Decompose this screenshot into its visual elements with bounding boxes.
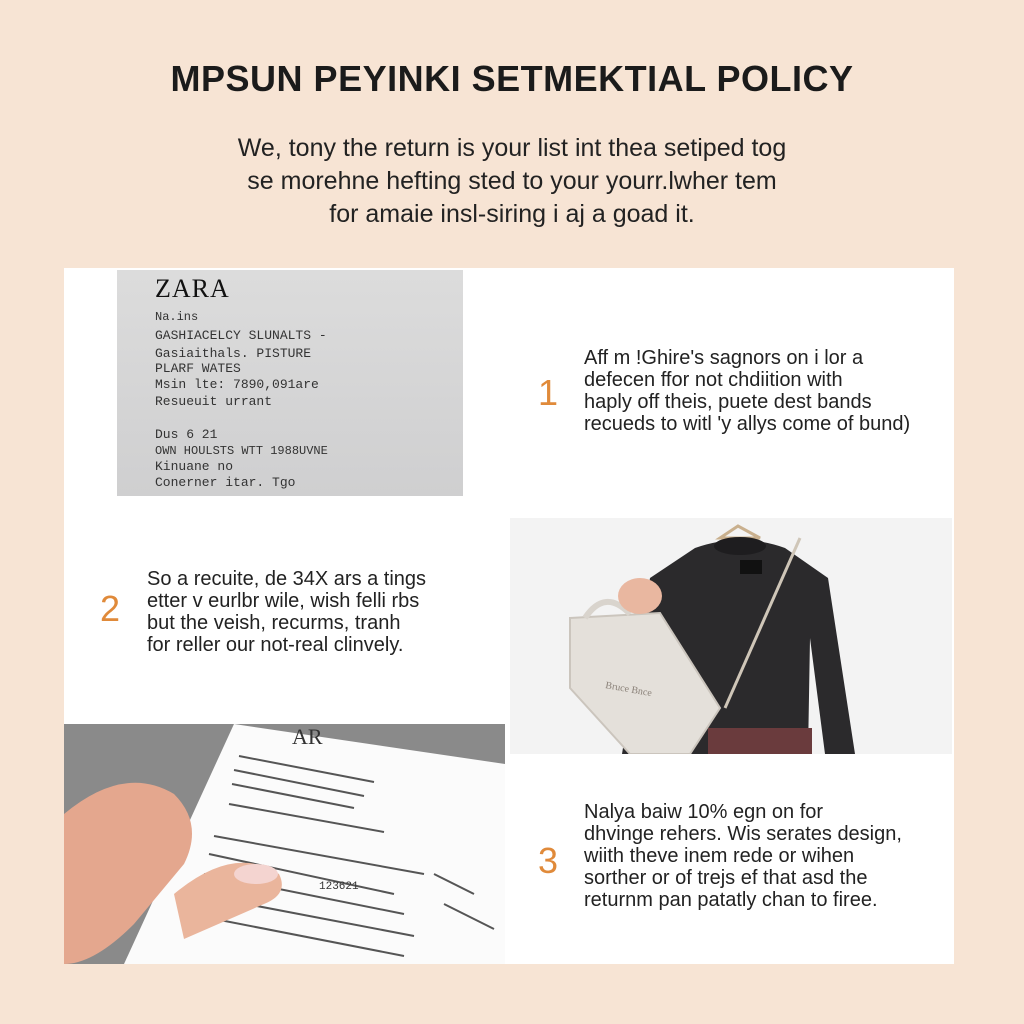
step-2-text (147, 568, 426, 656)
step-line: etter v eurlbr wile, wish felli rbs (147, 590, 420, 612)
step-line: recueds to witl 'y allys come of bund) (584, 413, 911, 435)
pants-shape (708, 728, 812, 754)
document-photo (64, 724, 505, 964)
step-line: sorther or of trejs ef that asd the (584, 867, 868, 889)
intro-line: for amaie insl-siring i aj a goad it. (329, 200, 695, 228)
bag-label: Bruce Bnce (604, 680, 653, 700)
step-3-text (584, 801, 902, 911)
document-header: AR (292, 724, 323, 749)
step-1-number: 1 (538, 372, 559, 413)
receipt-line: Dus 6 21 (155, 427, 218, 442)
receipt-brand: ZARA (155, 274, 230, 303)
receipt-line: Na.ins (155, 310, 199, 324)
step-2-number: 2 (100, 588, 121, 629)
receipt-line: Kinuane no (155, 459, 234, 474)
step-1-text (584, 347, 910, 435)
sweater-bag-illustration (510, 518, 952, 754)
step-3-number: 3 (538, 840, 559, 881)
receipt-image (117, 270, 463, 496)
fingernail-shape (234, 864, 278, 884)
step-line: Nalya baiw 10% egn on for (584, 801, 824, 823)
receipt-line: Conerner itar. Tgo (155, 475, 296, 490)
document-number: 123621 (319, 881, 359, 893)
receipt-line: Resueuit urrant (155, 394, 273, 409)
step-line: haply off theis, puete dest bands (584, 391, 872, 413)
receipt-line: GASHIACELCY SLUNALTS - (155, 328, 327, 343)
step-line: returnm pan patatly chan to firee. (584, 889, 878, 911)
step-line: but the veish, recurms, tranh (147, 612, 401, 634)
receipt-line: Gasiaithals. PISTURE (155, 346, 312, 361)
page-title: MPSUN PEYINKI SETMEKTIAL POLICY (170, 58, 854, 99)
receipt-line: Msin lte: 7890,091are (155, 377, 319, 392)
step-line: defecen ffor not chdiition with (584, 369, 843, 391)
hand-shape (618, 578, 662, 614)
sweater-bag-photo (510, 518, 952, 754)
intro-line: se morehne hefting sted to your yourr.lwher tem (247, 167, 777, 195)
step-line: dhvinge rehers. Wis serates design, (584, 823, 902, 845)
receipt-line: PLARF WATES (155, 361, 241, 376)
step-line: for reller our not-real clinvely. (147, 634, 404, 656)
step-line: wiith theve inem rede or wihen (584, 845, 855, 867)
step-line: Aff m !Ghire's sagnors on i lor a (584, 347, 864, 369)
intro-line: We, tony the return is your list int thea setiped tog (237, 134, 787, 162)
intro-paragraph (200, 132, 824, 231)
step-line: So a recuite, de 34X ars a tings (147, 568, 427, 590)
document-illustration (64, 724, 505, 964)
receipt-line: OWN HOULSTS WTT 1988UVNE (155, 444, 328, 458)
